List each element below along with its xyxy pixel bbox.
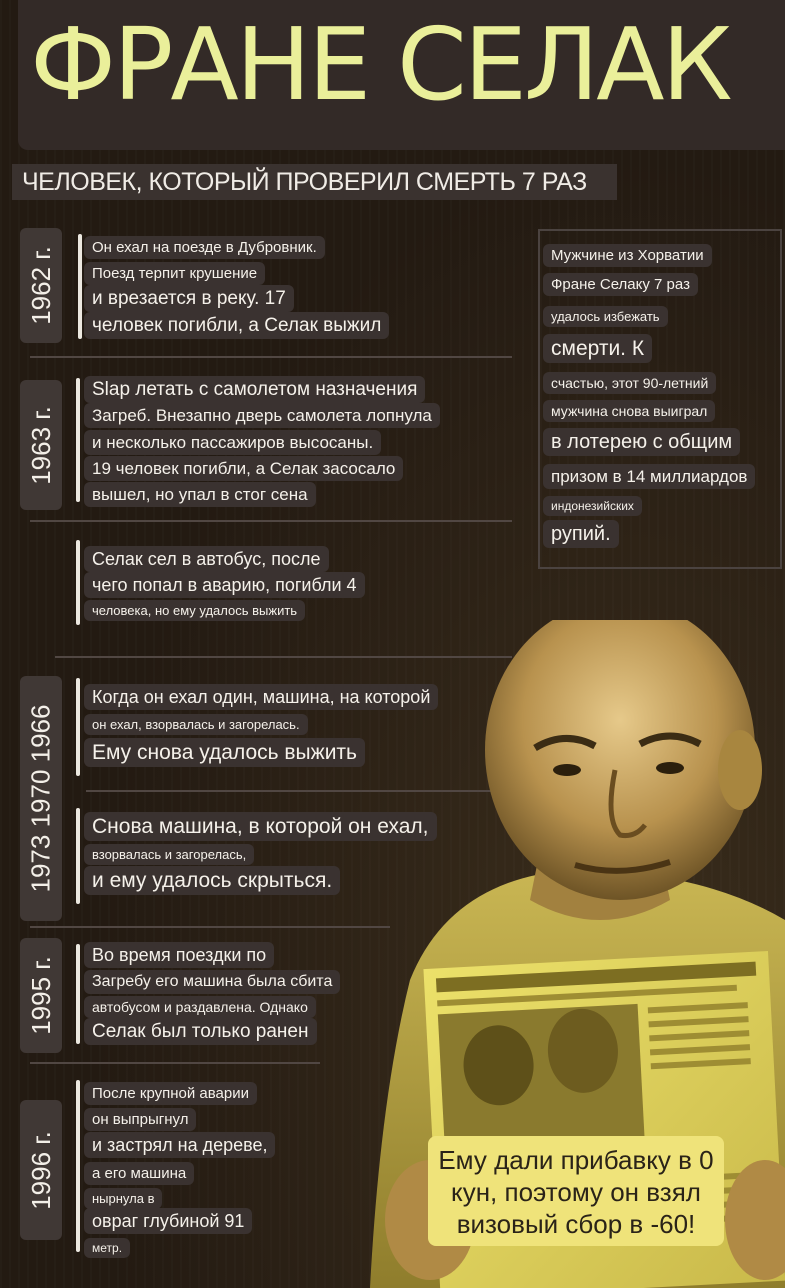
side-note-line-7: в лотерею с общим: [543, 428, 740, 456]
page-subtitle: ЧЕЛОВЕК, КОТОРЫЙ ПРОВЕРИЛ СМЕРТЬ 7 РАЗ: [12, 164, 617, 200]
event-1963-line-2: Загреб. Внезапно дверь самолета лопнула: [84, 403, 440, 428]
divider: [30, 1062, 320, 1064]
event-car1-line-2: он ехал, взорвалась и загорелась.: [84, 714, 308, 735]
event-1996-line-6: овраг глубиной 91: [84, 1208, 252, 1234]
event-1962-line-1: Он ехал на поезде в Дубровник.: [84, 236, 325, 259]
side-note-line-2: Фране Селаку 7 раз: [543, 273, 698, 296]
event-bus-line-2: чего попал в аварию, погибли 4: [84, 572, 365, 598]
year-badge-1966-1970-1973: 1973 1970 1966: [20, 676, 62, 921]
side-note-line-6: мужчина снова выиграл: [543, 400, 715, 422]
caption-line-2: кун, поэтому он взял: [451, 1177, 701, 1207]
event-line: [76, 678, 80, 776]
event-line: [76, 1080, 80, 1252]
event-1995-line-4: Селак был только ранен: [84, 1018, 317, 1045]
event-line: [78, 234, 82, 339]
side-note-line-5: счастью, этот 90-летний: [543, 372, 716, 394]
event-1996-line-3: и застрял на дереве,: [84, 1132, 275, 1158]
event-car1-line-1: Когда он ехал один, машина, на которой: [84, 684, 438, 710]
page-title: ФРАНЕ СЕЛАК: [30, 6, 730, 123]
event-1963-line-4: 19 человек погибли, а Селак засосало: [84, 456, 403, 481]
event-1963-line-5: вышел, но упал в стог сена: [84, 482, 316, 507]
event-line: [76, 540, 80, 625]
event-car2-line-3: и ему удалось скрыться.: [84, 866, 340, 895]
year-badge-1995: 1995 г.: [20, 938, 62, 1053]
event-bus-line-3: человека, но ему удалось выжить: [84, 600, 305, 621]
year-badge-1962: 1962 г.: [20, 228, 62, 343]
side-note-line-8: призом в 14 миллиардов: [543, 464, 755, 489]
divider: [30, 356, 512, 358]
title-banner: [18, 0, 785, 150]
side-note-line-9: индонезийских: [543, 496, 642, 516]
event-car2-line-1: Снова машина, в которой он ехал,: [84, 812, 437, 841]
side-note-line-10: рупий.: [543, 520, 619, 548]
event-1962-line-3: и врезается в реку. 17: [84, 285, 294, 312]
event-1995-line-1: Во время поездки по: [84, 942, 274, 968]
event-1996-line-7: метр.: [84, 1238, 130, 1258]
event-line: [76, 944, 80, 1044]
year-badge-1996: 1996 г.: [20, 1100, 62, 1240]
event-1996-line-2: он выпрыгнул: [84, 1108, 196, 1131]
photo-caption: [428, 1136, 724, 1246]
event-1962-line-2: Поезд терпит крушение: [84, 262, 265, 285]
divider: [30, 926, 390, 928]
event-1996-line-4: а его машина: [84, 1162, 194, 1185]
event-1963-line-3: и несколько пассажиров высосаны.: [84, 430, 381, 455]
event-1996-line-1: После крупной аварии: [84, 1082, 257, 1105]
event-1962-line-4: человек погибли, а Селак выжил: [84, 312, 389, 339]
caption-line-1: Ему дали прибавку в 0: [438, 1145, 714, 1175]
divider: [30, 520, 512, 522]
year-badge-1963: 1963 г.: [20, 380, 62, 510]
side-note-line-1: Мужчине из Хорватии: [543, 244, 712, 267]
event-1995-line-2: Загребу его машина была сбита: [84, 970, 340, 994]
event-1996-line-5: нырнула в: [84, 1188, 162, 1209]
side-note-line-3: удалось избежать: [543, 306, 668, 327]
event-car2-line-2: взорвалась и загорелась,: [84, 844, 254, 865]
side-note-line-4: смерти. К: [543, 334, 652, 363]
event-line: [76, 378, 80, 502]
caption-line-3: визовый сбор в -60!: [456, 1209, 696, 1239]
event-car1-line-3: Ему снова удалось выжить: [84, 738, 365, 767]
event-1995-line-3: автобусом и раздавлена. Однако: [84, 996, 316, 1018]
event-bus-line-1: Селак сел в автобус, после: [84, 546, 329, 572]
event-line: [76, 808, 80, 904]
event-1963-line-1: Slap летать с самолетом назначения: [84, 376, 425, 403]
